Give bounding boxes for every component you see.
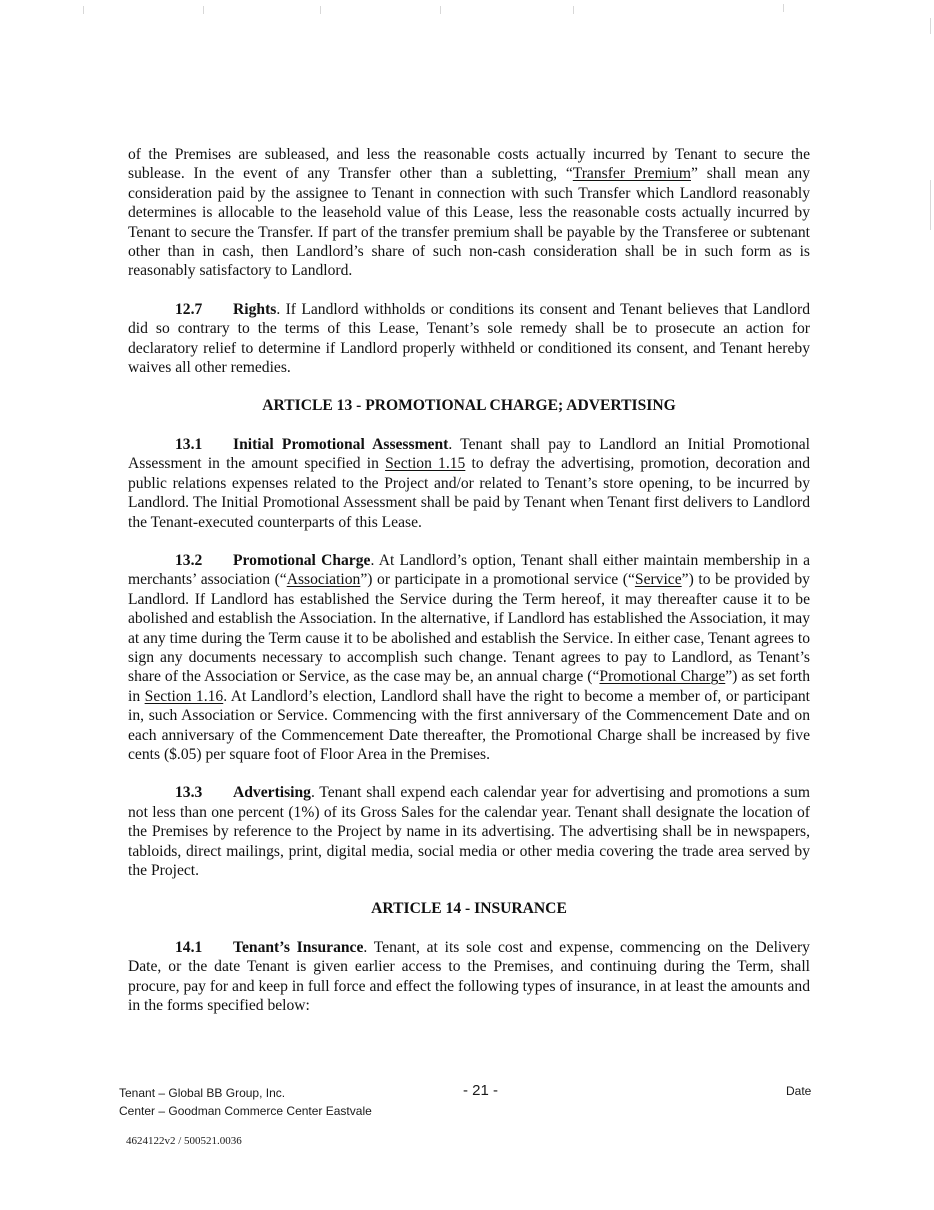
defined-term-association: Association xyxy=(286,571,361,589)
scan-artifact xyxy=(203,6,204,14)
section-title: Tenant’s Insurance xyxy=(233,938,364,956)
section-13-2: 13.2 Promotional Charge. At Landlord’s option, Tenant shall either maintain membership in a merchants’ association (“Association”) or participate in a promotional service (“Service”) to be provided by Landlord. If Landlord has established the Service during the Term hereof, it may thereafter cause it to be abolished and establish the Association. In the alternative, if Landlord has established the Association, it may at any time during the Term cause it to be abolished and establish the Service. In either case, Tenant agrees to sign any documents necessary to accomplish such change. Tenant agrees to pay to Landlord, as Tenant’s share of the Association or Service, as the case may be, an annual charge (“Promotional Charge”) as set forth in Section 1.16. At Landlord’s election, Landlord shall have the right to become a member of, or participant in, such Association or Service. Commencing with the first anniversary of the Commencement Date and on each anniversary of the Commencement Date thereafter, the Promotional Charge shall be increased by five cents ($.05) per square foot of Floor Area in the Premises. xyxy=(128,551,811,763)
section-reference-1-16: Section 1.16 xyxy=(144,687,224,705)
footer-tenant-line: Tenant – Global BB Group, Inc. xyxy=(119,1086,286,1100)
footer-date-label: Date xyxy=(786,1084,812,1098)
section-reference-1-15: Section 1.15 xyxy=(385,455,466,473)
section-13-3: 13.3 Advertising. Tenant shall expend each calendar year for advertising and promotions a sum not less than one percent (1%) of its Gross Sales for the calendar year. Tenant shall designate the location of the Premises by reference to the Project by name in its advertising. The advertising shall be in newspapers, tabloids, direct mailings, print, digital media, social media or other media covering the trade area served by the Project. xyxy=(128,784,810,879)
section-number: 13.1 xyxy=(175,435,203,453)
section-number: 14.1 xyxy=(175,938,203,956)
defined-term-transfer-premium: Transfer Premium xyxy=(572,165,691,183)
section-number: 13.2 xyxy=(175,551,203,569)
page-number: - 21 - xyxy=(463,1082,499,1099)
section-number: 12.7 xyxy=(175,300,203,318)
section-number: 13.3 xyxy=(175,784,203,802)
section-title: Initial Promotional Assessment xyxy=(233,435,449,453)
scan-artifact xyxy=(930,18,931,34)
scan-artifact xyxy=(573,6,574,14)
footer-center-line: Center – Goodman Commerce Center Eastvale xyxy=(119,1104,372,1118)
section-14-1: 14.1 Tenant’s Insurance. Tenant, at its sole cost and expense, commencing on the Delivery Date, or the date Tenant is given earlier access to the Premises, and continuing during the Term, shall procure, pay for and keep in full force and effect the following types of insurance, in at least the amounts and in the forms specified below: xyxy=(128,938,810,1015)
article-14-heading: ARTICLE 14 - INSURANCE xyxy=(371,900,567,918)
scan-artifact xyxy=(320,6,321,14)
footer-parties xyxy=(119,1084,372,1120)
document-id: 4624122v2 / 500521.0036 xyxy=(126,1135,242,1147)
scan-artifact xyxy=(783,4,784,12)
section-title: Advertising xyxy=(233,784,311,802)
section-title: Promotional Charge xyxy=(233,551,371,569)
article-13-heading: ARTICLE 13 - PROMOTIONAL CHARGE; ADVERTISING xyxy=(262,397,676,415)
defined-term-promotional-charge: Promotional Charge xyxy=(599,668,726,686)
scan-artifact xyxy=(83,6,84,14)
section-12-7: 12.7 Rights. If Landlord withholds or conditions its consent and Tenant believes that Landlord did so contrary to the terms of this Lease, Tenant’s sole remedy shall be to prosecute an action for declaratory relief to determine if Landlord properly withheld or conditioned its consent, and Tenant hereby waives all other remedies. xyxy=(128,300,810,377)
scan-artifact xyxy=(440,6,441,14)
scan-artifact xyxy=(930,180,931,230)
defined-term-service: Service xyxy=(634,571,682,589)
paragraph-transfer-premium: of the Premises are subleased, and less the reasonable costs actually incurred by Tenant to secure the sublease. In the event of any Transfer other than a subletting, “Transfer Premium” shall mean any consideration paid by the assignee to Tenant in connection with such Transfer which Landlord reasonably determines is allocable to the leasehold value of this Lease, less the reasonable costs actually incurred by Tenant to secure the Transfer. If part of the transfer premium shall be payable by the Transferee or subtenant other than in cash, then Landlord’s share of such non-cash consideration shall be in such form as is reasonably satisfactory to Landlord. xyxy=(128,146,811,280)
section-title: Rights xyxy=(233,300,277,318)
section-13-1: 13.1 Initial Promotional Assessment. Tenant shall pay to Landlord an Initial Promotional Assessment in the amount specified in Section 1.15 to defray the advertising, promotion, decoration and public relations expenses related to the Project and/or related to Tenant’s store opening, to be incurred by Landlord. The Initial Promotional Assessment shall be paid by Tenant when Tenant first delivers to Landlord the Tenant-executed counterparts of this Lease. xyxy=(128,435,810,531)
document-body xyxy=(128,145,810,1034)
